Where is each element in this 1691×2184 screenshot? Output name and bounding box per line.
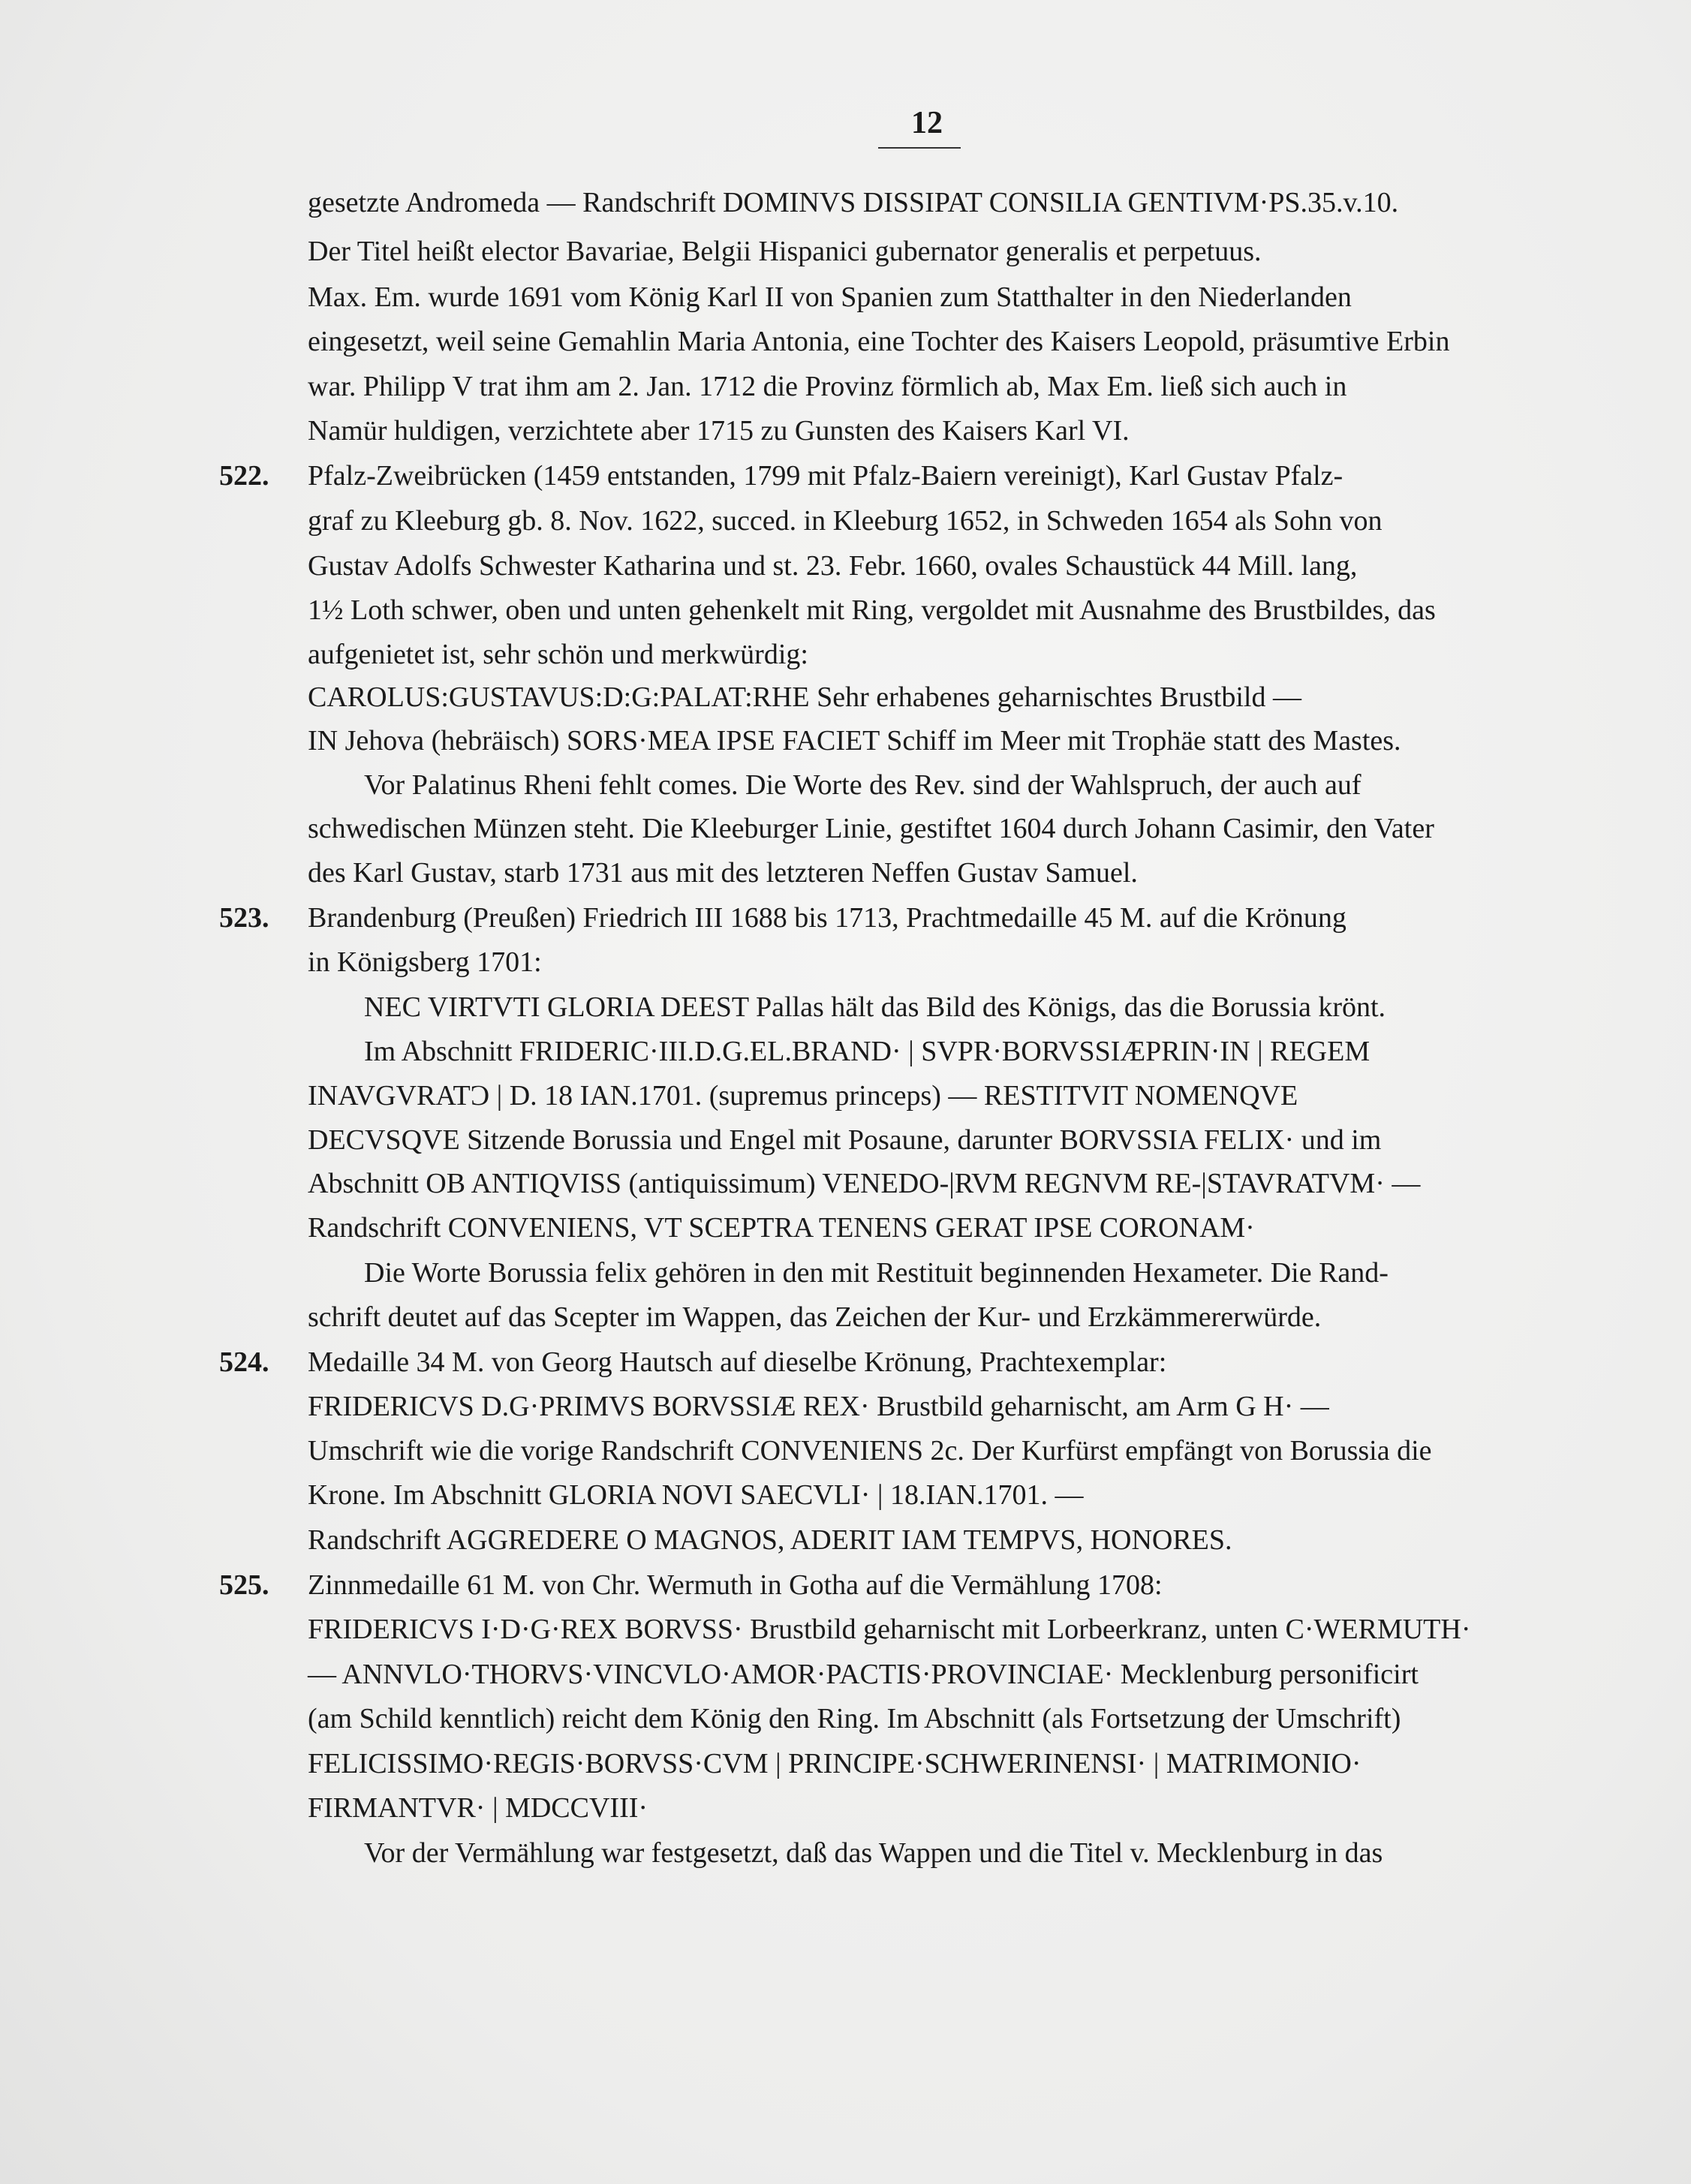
text-line: Die Worte Borussia felix gehören in den mit Restituit beginnenden Hexameter. Die Rand-	[364, 1257, 1389, 1289]
text-line: gesetzte Andromeda — Randschrift DOMINVS DISSIPAT CONSILIA GENTIVM·PS.35.v.10.	[308, 187, 1399, 218]
text-line: Namür huldigen, verzichtete aber 1715 zu Gunsten des Kaisers Karl VI.	[308, 415, 1130, 447]
entry-number: 525.	[219, 1569, 269, 1601]
text-line: FIRMANTVR· | MDCCVIII·	[308, 1792, 648, 1824]
text-line: — ANNVLO·THORVS·VINCVLO·AMOR·PACTIS·PROVINCIAE· Mecklenburg personificirt	[308, 1659, 1419, 1690]
text-line: schwedischen Münzen steht. Die Kleeburger Linie, gestiftet 1604 durch Johann Casimir, den Vater	[308, 813, 1434, 844]
entry-number: 522.	[219, 460, 269, 492]
entry-number: 523.	[219, 902, 269, 934]
text-line: Der Titel heißt elector Bavariae, Belgii Hispanici gubernator generalis et perpetuus.	[308, 236, 1262, 267]
page-number: 12	[911, 106, 943, 140]
text-line: in Königsberg 1701:	[308, 946, 542, 978]
page-number-rule	[878, 147, 961, 149]
text-line: schrift deutet auf das Scepter im Wappen, das Zeichen der Kur- und Erzkämmererwürde.	[308, 1301, 1322, 1333]
text-line: graf zu Kleeburg gb. 8. Nov. 1622, succed. in Kleeburg 1652, in Schweden 1654 als Sohn von	[308, 505, 1383, 537]
text-line: Zinnmedaille 61 M. von Chr. Wermuth in Gotha auf die Vermählung 1708:	[308, 1569, 1163, 1601]
text-line: CAROLUS:GUSTAVUS:D:G:PALAT:RHE Sehr erhabenes geharnischtes Brustbild —	[308, 681, 1301, 713]
text-line: Medaille 34 M. von Georg Hautsch auf dieselbe Krönung, Prachtexemplar:	[308, 1346, 1167, 1378]
text-line: war. Philipp V trat ihm am 2. Jan. 1712 die Provinz förmlich ab, Max Em. ließ sich auch in	[308, 371, 1347, 402]
text-line: Vor der Vermählung war festgesetzt, daß das Wappen und die Titel v. Mecklenburg in das	[364, 1837, 1383, 1869]
text-line: FELICISSIMO·REGIS·BORVSS·CVM | PRINCIPE·SCHWERINENSI· | MATRIMONIO·	[308, 1748, 1362, 1779]
text-line: Umschrift wie die vorige Randschrift CONVENIENS 2c. Der Kurfürst empfängt von Borussia die	[308, 1435, 1432, 1467]
text-line: IN Jehova (hebräisch) SORS·MEA IPSE FACIET Schiff im Meer mit Trophäe statt des Mastes.	[308, 725, 1401, 757]
text-line: Pfalz-Zweibrücken (1459 entstanden, 1799 mit Pfalz-Baiern vereinigt), Karl Gustav Pfalz-	[308, 460, 1343, 492]
text-line: INAVGVRATƆ | D. 18 IAN.1701. (supremus princeps) — RESTITVIT NOMENQVE	[308, 1080, 1298, 1112]
text-line: des Karl Gustav, starb 1731 aus mit des letzteren Neffen Gustav Samuel.	[308, 857, 1138, 889]
text-line: eingesetzt, weil seine Gemahlin Maria Antonia, eine Tochter des Kaisers Leopold, präsumtive Erbin	[308, 326, 1450, 357]
text-line: DECVSQVE Sitzende Borussia und Engel mit Posaune, darunter BORVSSIA FELIX· und im	[308, 1124, 1382, 1156]
entry-number: 524.	[219, 1346, 269, 1378]
text-line: Krone. Im Abschnitt GLORIA NOVI SAECVLI· | 18.IAN.1701. —	[308, 1479, 1084, 1511]
text-line: Vor Palatinus Rheni fehlt comes. Die Worte des Rev. sind der Wahlspruch, der auch auf	[364, 769, 1362, 801]
text-line: Brandenburg (Preußen) Friedrich III 1688 bis 1713, Prachtmedaille 45 M. auf die Krönung	[308, 902, 1346, 934]
text-line: Im Abschnitt FRIDERIC·III.D.G.EL.BRAND· | SVPR·BORVSSIÆPRIN·IN | REGEM	[364, 1036, 1371, 1067]
text-line: Randschrift AGGREDERE O MAGNOS, ADERIT IAM TEMPVS, HONORES.	[308, 1524, 1232, 1556]
text-line: (am Schild kenntlich) reicht dem König den Ring. Im Abschnitt (als Fortsetzung der Umschrift)	[308, 1703, 1401, 1734]
text-line: FRIDERICVS D.G·PRIMVS BORVSSIÆ REX· Brustbild geharnischt, am Arm G H· —	[308, 1391, 1329, 1422]
text-line: aufgenietet ist, sehr schön und merkwürdig:	[308, 639, 808, 670]
text-line: Abschnitt OB ANTIQVISS (antiquissimum) VENEDO-|RVM REGNVM RE-|STAVRATVM· —	[308, 1168, 1421, 1199]
text-line: 1½ Loth schwer, oben und unten gehenkelt mit Ring, vergoldet mit Ausnahme des Brustbildes, das	[308, 594, 1436, 626]
text-line: NEC VIRTVTI GLORIA DEEST Pallas hält das Bild des Königs, das die Borussia krönt.	[364, 991, 1386, 1023]
text-line: Max. Em. wurde 1691 vom König Karl II von Spanien zum Statthalter in den Niederlanden	[308, 281, 1352, 313]
text-line: Randschrift CONVENIENS, VT SCEPTRA TENENS GERAT IPSE CORONAM·	[308, 1212, 1255, 1244]
text-line: Gustav Adolfs Schwester Katharina und st. 23. Febr. 1660, ovales Schaustück 44 Mill. lang,	[308, 550, 1358, 582]
text-line: FRIDERICVS I·D·G·REX BORVSS· Brustbild geharnischt mit Lorbeerkranz, unten C·WERMUTH·	[308, 1614, 1471, 1645]
